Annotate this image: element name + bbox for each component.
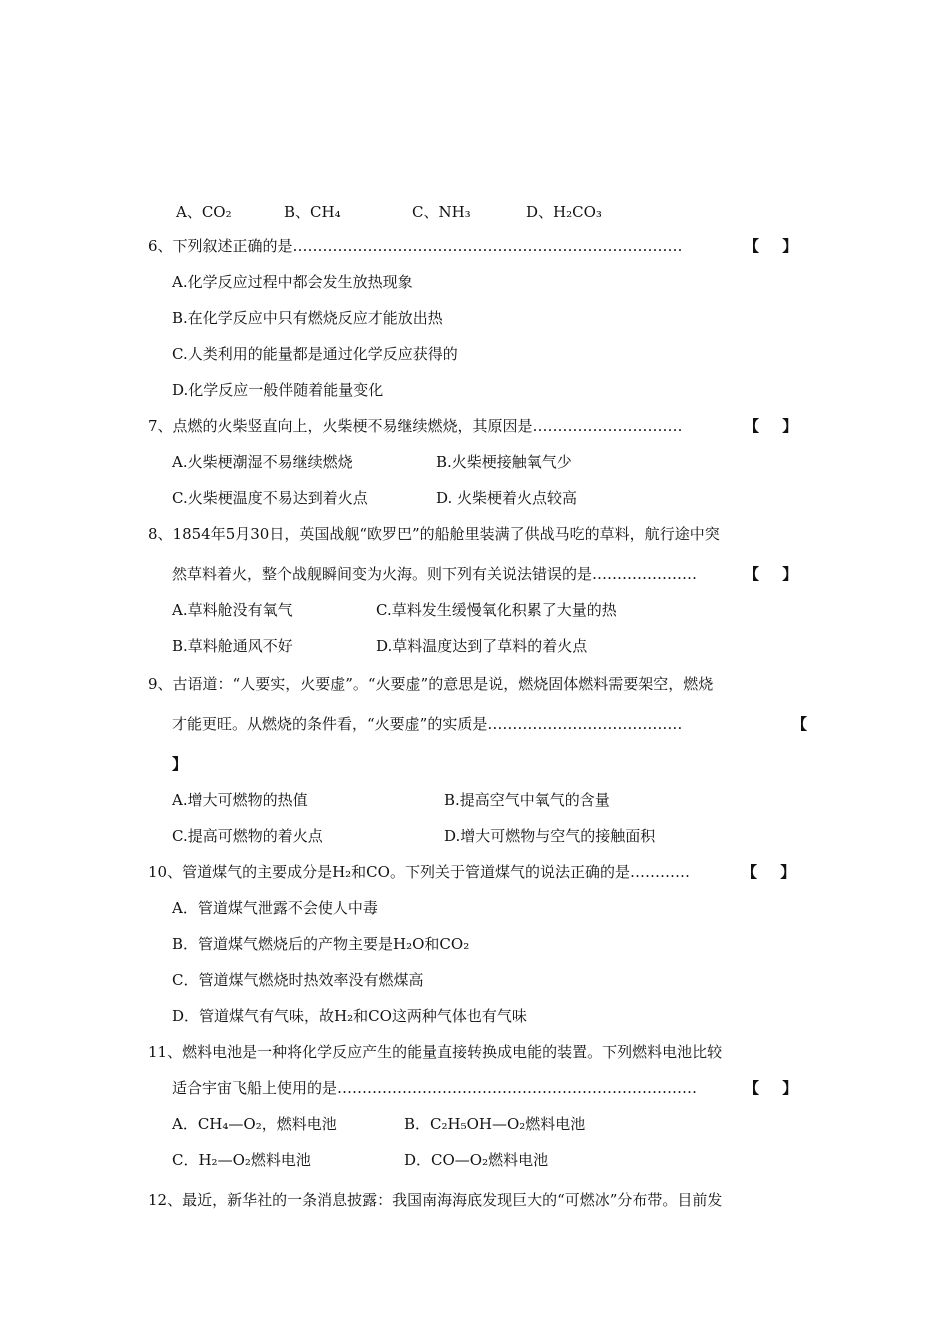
- q8-option-d: D.草料温度达到了草料的着火点: [376, 637, 588, 655]
- q11-stem-line1: 11、燃料电池是一种将化学反应产生的能量直接转换成电能的装置。下列燃料电池比较: [148, 1043, 723, 1061]
- q8-option-b: B.草料舱通风不好: [172, 637, 293, 655]
- q6-option-c: C.人类利用的能量都是通过化学反应获得的: [172, 345, 458, 363]
- q7-answer-bracket: 【 】: [744, 417, 798, 435]
- q9-option-a: A.增大可燃物的热值: [172, 791, 308, 809]
- q6-option-a: A.化学反应过程中都会发生放热现象: [172, 273, 413, 291]
- q10-stem: 10、管道煤气的主要成分是H₂和CO。下列关于管道煤气的说法正确的是…………: [148, 863, 690, 881]
- q8-option-a: A.草料舱没有氧气: [172, 601, 293, 619]
- q8-option-c: C.草料发生缓慢氧化积累了大量的热: [376, 601, 617, 619]
- q8-answer-bracket: 【 】: [744, 565, 798, 583]
- q6-stem: 6、下列叙述正确的是……………………………………………………………………: [148, 237, 683, 255]
- q7-option-b: B.火柴梗接触氧气少: [436, 453, 572, 471]
- q11-option-b: B．C₂H₅OH—O₂燃料电池: [404, 1115, 586, 1133]
- q11-answer-bracket: 【 】: [744, 1079, 798, 1097]
- q9-stem-line2: 才能更旺。从燃烧的条件看，“火要虚”的实质是…………………………………: [172, 715, 683, 733]
- prev-option-d: D、H₂CO₃: [526, 203, 602, 221]
- q10-option-d: D．管道煤气有气味，故H₂和CO这两种气体也有气味: [172, 1007, 527, 1025]
- q10-answer-bracket: 【 】: [742, 863, 796, 881]
- q6-option-b: B.在化学反应中只有燃烧反应才能放出热: [172, 309, 443, 327]
- q7-option-a: A.火柴梗潮湿不易继续燃烧: [172, 453, 353, 471]
- q9-option-d: D.增大可燃物与空气的接触面积: [444, 827, 656, 845]
- q10-option-c: C．管道煤气燃烧时热效率没有燃煤高: [172, 971, 424, 989]
- q8-stem-line1: 8、1854年5月30日，英国战舰“欧罗巴”的船舱里装满了供战马吃的草料，航行途中突: [148, 525, 720, 543]
- q11-option-c: C．H₂—O₂燃料电池: [172, 1151, 311, 1169]
- prev-option-a: A、CO₂: [176, 203, 232, 221]
- q6-answer-bracket: 【 】: [744, 237, 798, 255]
- q9-bracket-close: 】: [172, 755, 188, 773]
- q10-option-a: A．管道煤气泄露不会使人中毒: [172, 899, 378, 917]
- q9-option-b: B.提高空气中氧气的含量: [444, 791, 610, 809]
- q10-option-b: B．管道煤气燃烧后的产物主要是H₂O和CO₂: [172, 935, 470, 953]
- prev-option-c: C、NH₃: [412, 203, 471, 221]
- q11-option-d: D．CO—O₂燃料电池: [404, 1151, 549, 1169]
- q7-option-c: C.火柴梗温度不易达到着火点: [172, 489, 368, 507]
- q8-stem-line2: 然草料着火，整个战舰瞬间变为火海。则下列有关说法错误的是…………………: [172, 565, 698, 583]
- q6-option-d: D.化学反应一般伴随着能量变化: [172, 381, 384, 399]
- prev-option-b: B、CH₄: [284, 203, 341, 221]
- q9-option-c: C.提高可燃物的着火点: [172, 827, 323, 845]
- q9-stem-line1: 9、古语道：“人要实，火要虚”。“火要虚”的意思是说，燃烧固体燃料需要架空，燃烧: [148, 675, 714, 693]
- q11-option-a: A．CH₄—O₂，燃料电池: [172, 1115, 337, 1133]
- q11-stem-line2: 适合宇宙飞船上使用的是………………………………………………………………: [172, 1079, 698, 1097]
- q7-option-d: D. 火柴梗着火点较高: [436, 489, 578, 507]
- q9-bracket-open: 【: [792, 715, 808, 733]
- q7-stem: 7、点燃的火柴竖直向上，火柴梗不易继续燃烧，其原因是…………………………: [148, 417, 683, 435]
- q12-stem-line1: 12、最近，新华社的一条消息披露：我国南海海底发现巨大的“可燃冰”分布带。目前发: [148, 1191, 723, 1209]
